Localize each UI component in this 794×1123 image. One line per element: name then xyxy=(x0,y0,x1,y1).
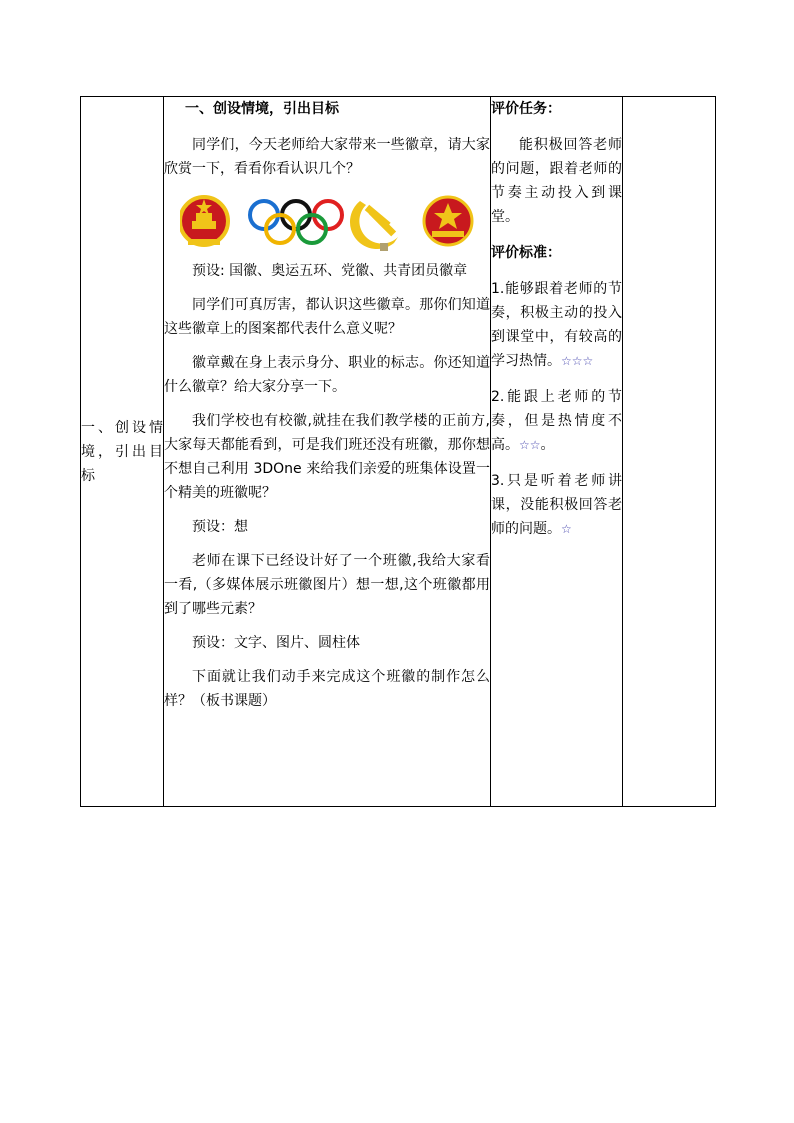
paragraph: 下面就让我们动手来完成这个班徽的制作怎么样？（板书课题） xyxy=(164,669,490,709)
criterion-text: 3.只是听着老师讲课，没能积极回答老师的问题。 xyxy=(491,473,622,537)
paragraph: 老师在课下已经设计好了一个班徽,我给大家看一看,（多媒体展示班徽图片）想一想,这个班徽都用到了哪些元素？ xyxy=(164,553,490,617)
paragraph: 预设：想 xyxy=(192,519,248,535)
paragraph: 预设: 国徽、奥运五环、党徽、共青团员徽章 xyxy=(192,263,468,279)
criterion-item xyxy=(491,469,622,541)
national-emblem-icon xyxy=(180,197,228,245)
youth-league-emblem-icon xyxy=(424,197,472,245)
eval-task-label: 评价任务： xyxy=(491,101,561,117)
content-cell xyxy=(164,97,491,807)
stage-label: 一、创设情境，引出目标 xyxy=(81,419,163,484)
star-rating: ☆☆☆ xyxy=(561,354,594,368)
empty-cell xyxy=(623,97,716,807)
star-rating: ☆☆ xyxy=(519,438,541,452)
stage-cell xyxy=(81,97,164,807)
star-rating: ☆ xyxy=(561,522,572,536)
section-heading: 一、创设情境，引出目标 xyxy=(185,101,339,117)
criterion-text: 1.能够跟着老师的节奏，积极主动的投入到课堂中，有较高的学习热情。 xyxy=(491,281,622,369)
criterion-suffix: 。 xyxy=(540,437,555,453)
paragraph: 我们学校也有校徽,就挂在我们教学楼的正前方,大家每天都能看到，可是我们班还没有班徽，那你想不想自己利用 3DOne 来给我们亲爱的班集体设置一个精美的班徽呢？ xyxy=(164,413,490,501)
party-emblem-icon xyxy=(350,201,398,251)
olympic-rings-icon xyxy=(250,201,342,243)
criterion-text: 2.能跟上老师的节奏，但是热情度不高。 xyxy=(491,389,622,453)
badge-images xyxy=(180,191,490,249)
paragraph: 预设：文字、图片、圆柱体 xyxy=(192,635,360,651)
paragraph: 同学们可真厉害，都认识这些徽章。那你们知道这些徽章上的图案都代表什么意义呢？ xyxy=(164,297,490,337)
evaluation-cell xyxy=(491,97,623,807)
paragraph: 徽章戴在身上表示身分、职业的标志。你还知道什么徽章？给大家分享一下。 xyxy=(164,355,490,395)
criterion-item xyxy=(491,385,622,457)
paragraph: 同学们，今天老师给大家带来一些徽章，请大家欣赏一下，看看你看认识几个？ xyxy=(164,137,490,177)
lesson-table xyxy=(80,96,716,807)
eval-task-text: 能积极回答老师的问题，跟着老师的节奏主动投入到课堂。 xyxy=(491,137,622,225)
badge-strip xyxy=(180,191,480,253)
eval-criteria-label: 评价标准： xyxy=(491,245,561,261)
criterion-item xyxy=(491,277,622,373)
